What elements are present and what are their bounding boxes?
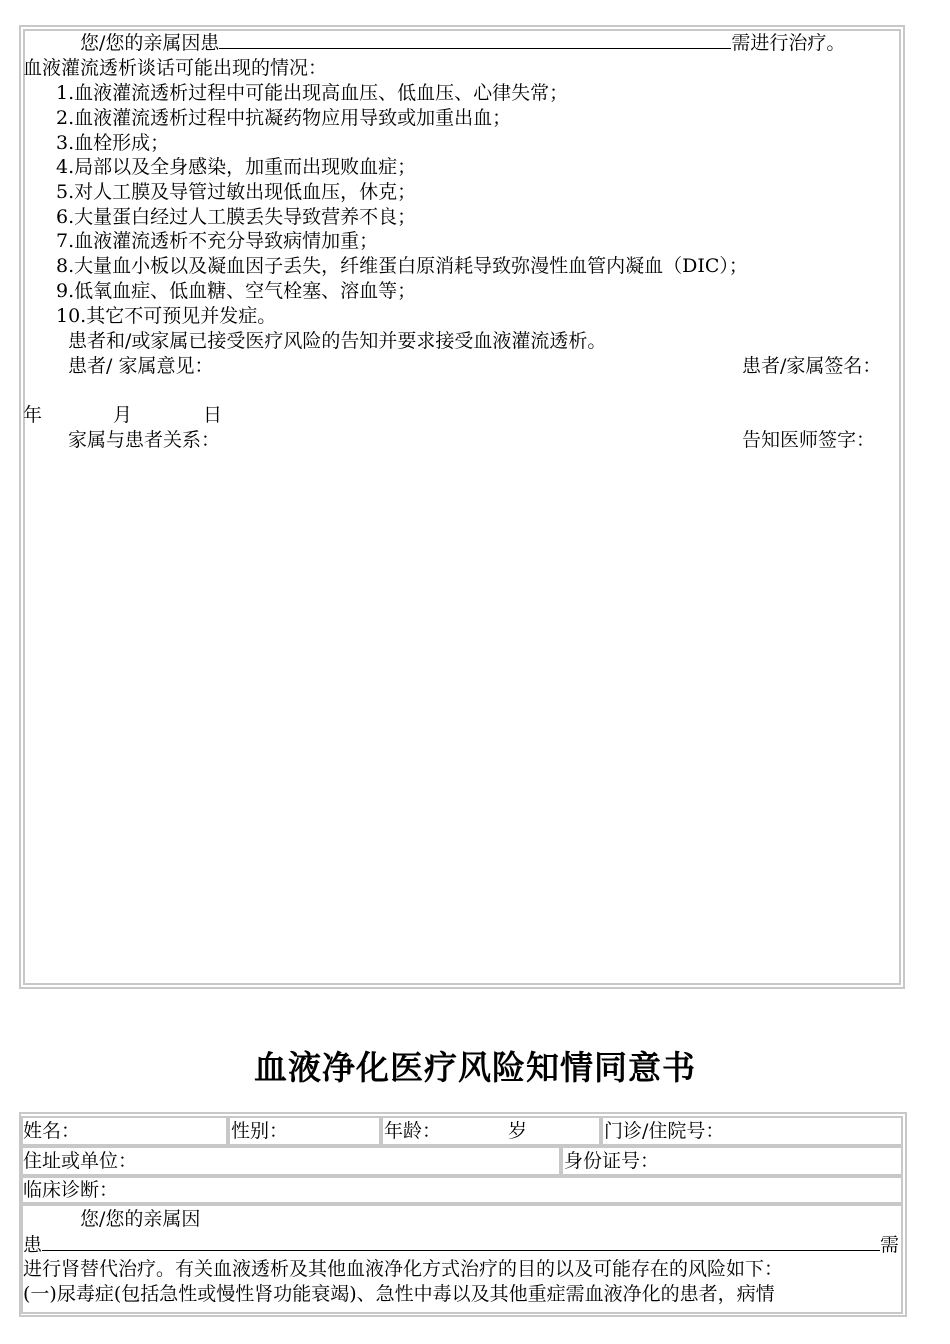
patient-signature-label: 患者/家属签名： <box>742 355 882 377</box>
date-month: 月 <box>113 404 133 426</box>
age-unit: 岁 <box>508 1120 528 1142</box>
date-year: 年 <box>23 404 43 426</box>
risk-item-7: 7.血液灌流透析不充分导致病情加重； <box>56 230 379 252</box>
intro-line <box>80 30 845 55</box>
form-intro-prefix: 患 <box>23 1234 43 1256</box>
opinion-label: 患者/ 家属意见： <box>68 355 214 377</box>
acceptance-statement: 患者和/或家属已接受医疗风险的告知并要求接受血液灌流透析。 <box>68 330 607 352</box>
name-label: 姓名： <box>23 1120 81 1142</box>
risk-item-6: 6.大量蛋白经过人工膜丢失导致营养不良； <box>56 206 417 228</box>
relation-label: 家属与患者关系： <box>68 429 221 451</box>
address-label: 住址或单位： <box>23 1150 138 1172</box>
clinical-diagnosis-label: 临床诊断： <box>23 1179 119 1201</box>
risk-item-2: 2.血液灌流透析过程中抗凝药物应用导致或加重出血； <box>56 107 512 129</box>
risk-item-1: 1.血液灌流透析过程中可能出现高血压、低血压、心律失常； <box>56 82 569 104</box>
age-label: 年龄： <box>384 1120 442 1142</box>
situations-heading: 血液灌流透析谈话可能出现的情况： <box>23 57 328 79</box>
date-day: 日 <box>203 404 223 426</box>
gender-label: 性别： <box>231 1120 289 1142</box>
risk-item-9: 9.低氧血症、低血糖、空气栓塞、溶血等； <box>56 280 417 302</box>
risk-item-3: 3.血栓形成； <box>56 132 170 154</box>
form-intro-line: 您/您的亲属因 <box>80 1208 201 1230</box>
risk-item-10: 10.其它不可预见并发症。 <box>56 305 277 327</box>
risk-item-5: 5.对人工膜及导管过敏出现低血压，休克； <box>56 181 417 203</box>
diagnosis-cell[interactable] <box>21 1176 903 1204</box>
intro-prefix: 您/您的亲属因患 <box>80 32 220 54</box>
form-diagnosis-blank[interactable] <box>42 1232 880 1251</box>
record-number-label: 门诊/住院号： <box>604 1120 725 1142</box>
form-intro-suffix: 需 <box>880 1234 900 1256</box>
risk-item-4: 4.局部以及全身感染，加重而出现败血症； <box>56 156 417 178</box>
indication-line: (一)尿毒症(包括急性或慢性肾功能衰竭)、急性中毒以及其他重症需血液净化的患者，病情 <box>23 1283 775 1305</box>
page-title: 血液净化医疗风险知情同意书 <box>254 1048 696 1087</box>
intro-suffix: 需进行治疗。 <box>731 32 846 54</box>
id-number-label: 身份证号： <box>564 1150 660 1172</box>
form-intro-blank-line <box>23 1232 899 1257</box>
purpose-line: 进行肾替代治疗。有关血液透析及其他血液净化方式治疗的目的以及可能存在的风险如下： <box>23 1258 784 1280</box>
diagnosis-blank[interactable] <box>219 30 731 49</box>
risk-item-8: 8.大量血小板以及凝血因子丢失，纤维蛋白原消耗导致弥漫性血管内凝血（DIC）； <box>56 255 748 277</box>
doctor-signature-label: 告知医师签字： <box>742 429 876 451</box>
